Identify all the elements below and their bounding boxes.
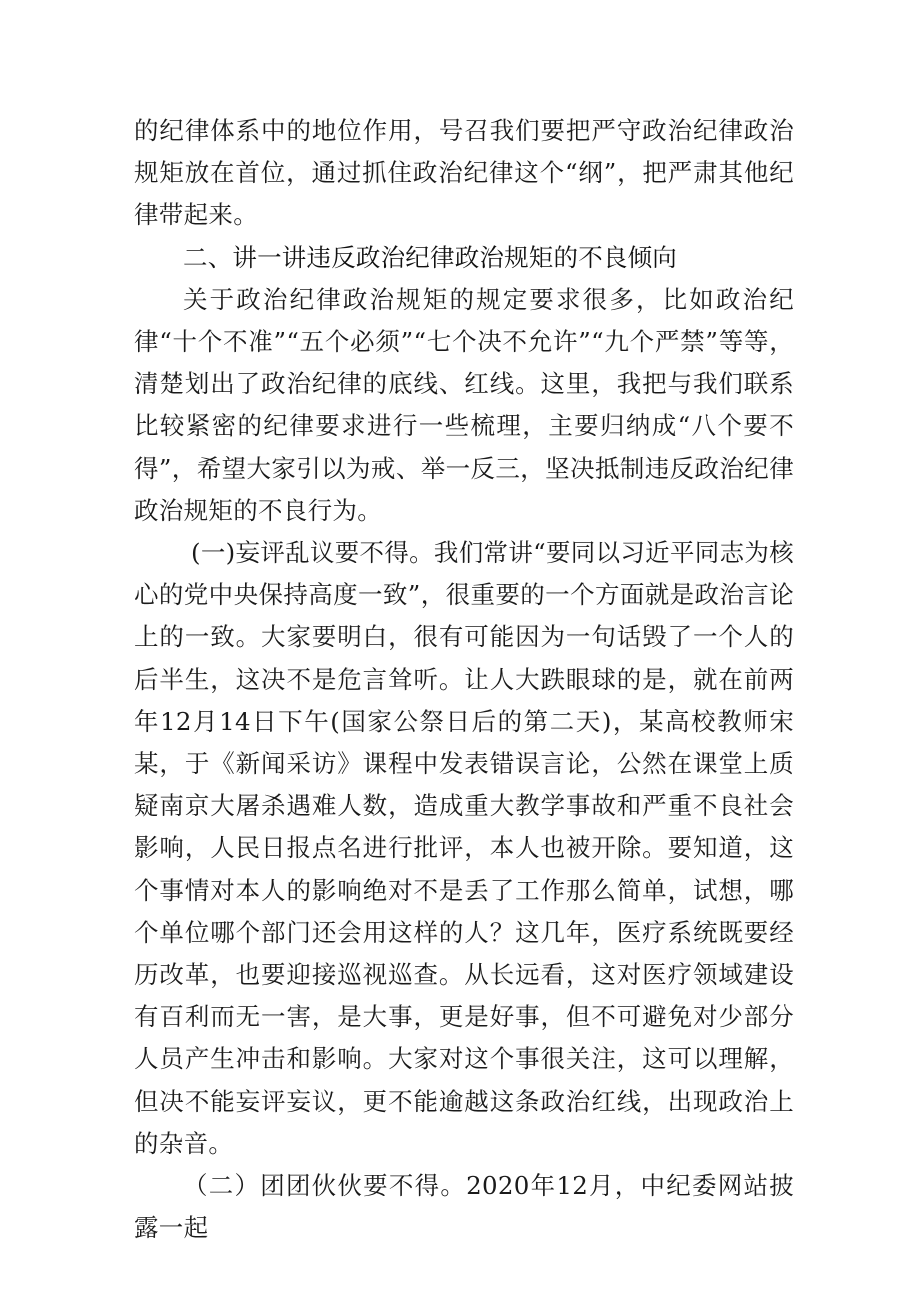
paragraph-item-1: (一)妄评乱议要不得。我们常讲“要同以习近平同志为核心的党中央保持高度一致”，很重要的一个方面就是政治言论上的一致。大家要明白，很有可能因为一句话毁了一个人的后半生，这决不是危言耸听。让人大跌眼球的是，就在前两年12月14日下午(国家公祭日后的第二天)，某高校教师宋某，于《新闻采访》课程中发表错误言论，公然在课堂上质疑南京大屠杀遇难人数，造成重大教学事故和严重不良社会影响，人民日报点名进行批评，本人也被开除。要知道，这个事情对本人的影响绝对不是丢了工作那么简单，试想，哪个单位哪个部门还会用这样的人？这几年，医疗系统既要经历改革，也要迎接巡视巡查。从长远看，这对医疗领域建设有百利而无一害，是大事，更是好事，但不可避免对少部分人员产生冲击和影响。大家对这个事很关注，这可以理解，但决不能妄评妄议，更不能逾越这条政治红线，出现政治上的杂音。 bbox=[134, 538, 794, 1158]
section-heading: 二、讲一讲违反政治纪律政治规矩的不良倾向 bbox=[183, 242, 677, 272]
document-body bbox=[134, 110, 794, 1249]
paragraph-continuation: 的纪律体系中的地位作用，号召我们要把严守政治纪律政治规矩放在首位，通过抓住政治纪律这个“纲”，把严肃其他纪律带起来。 bbox=[134, 116, 794, 230]
paragraph-item-2: （二）团团伙伙要不得。2020年12月，中纪委网站披露一起 bbox=[134, 1171, 794, 1243]
paragraph-intro: 关于政治纪律政治规矩的规定要求很多，比如政治纪律“十个不准”“五个必须”“七个决不允许”“九个严禁”等等，清楚划出了政治纪律的底线、红线。这里，我把与我们联系比较紧密的纪律要求进行一些梳理，主要归纳成“八个要不得”，希望大家引以为戒、举一反三，坚决抵制违反政治纪律政治规矩的不良行为。 bbox=[134, 284, 794, 525]
